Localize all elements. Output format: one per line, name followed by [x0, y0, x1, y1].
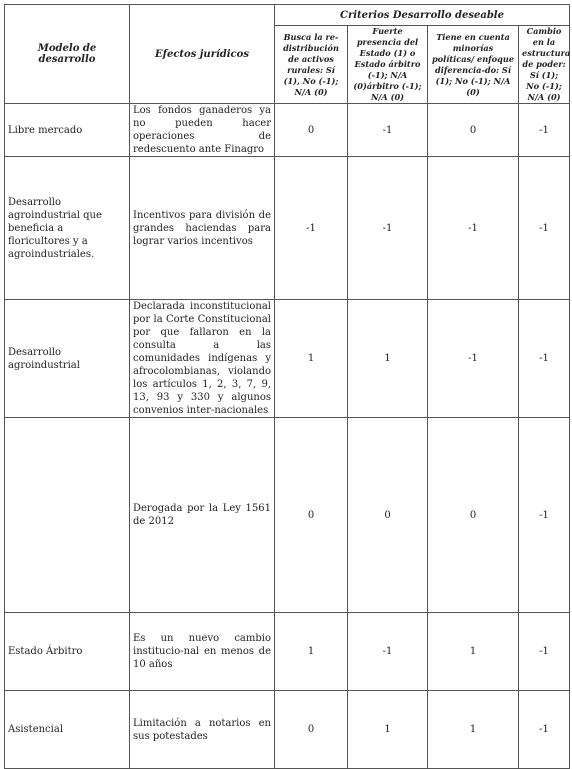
- cell-value: -1: [519, 104, 570, 157]
- cell-value: 1: [348, 300, 428, 418]
- header-criterio-poder: Cambio en la estructura de poder: Sí (1); No (-1); N/A (0): [519, 26, 570, 104]
- cell-value: -1: [519, 157, 570, 300]
- cell-value: -1: [519, 300, 570, 418]
- header-criterio-estado: Fuerte presencia del Estado (1) o Estado árbitro (-1); N/A (0)árbitro (-1); N/A (0): [348, 26, 428, 104]
- table-row: [5, 418, 570, 613]
- cell-value: 0: [275, 691, 348, 769]
- cell-value: -1: [428, 157, 519, 300]
- header-criterio-minorias: Tiene en cuenta minorías políticas/ enfoque diferencia-do: Sí (1); No (-1); N/A (0): [428, 26, 519, 104]
- cell-value: 0: [428, 418, 519, 613]
- cell-efectos: Limitación a notarios en sus potestades: [130, 691, 275, 769]
- cell-value: -1: [519, 418, 570, 613]
- cell-value: -1: [428, 300, 519, 418]
- cell-value: 1: [348, 691, 428, 769]
- header-modelo: Modelo de desarrollo: [5, 5, 130, 104]
- cell-value: 1: [428, 691, 519, 769]
- cell-value: -1: [348, 104, 428, 157]
- cell-value: 1: [428, 613, 519, 691]
- cell-modelo: Asistencial: [5, 691, 130, 769]
- cell-efectos: Los fondos ganaderos ya no pueden hacer operaciones de redescuento ante Finagro: [130, 104, 275, 157]
- cell-value: 0: [275, 418, 348, 613]
- cell-modelo: Desarrollo agroindustrial que beneficia a floricultores y a agroindustriales.: [5, 157, 130, 300]
- table-row: [5, 300, 570, 418]
- cell-value: 1: [275, 300, 348, 418]
- cell-value: 0: [428, 104, 519, 157]
- cell-efectos: Declarada inconstitucional por la Corte Constitucional por que fallaron en la consulta a las comunidades indígenas y afrocolombianas, violando los artículos 1, 2, 3, 7, 9, 13, 93 y 330 y algunos convenios inter-nacionales: [130, 300, 275, 418]
- table-row: [5, 157, 570, 300]
- cell-modelo: Libre mercado: [5, 104, 130, 157]
- criteria-table: [4, 4, 570, 769]
- table-row: [5, 691, 570, 769]
- table-row: [5, 613, 570, 691]
- cell-value: -1: [275, 157, 348, 300]
- cell-value: -1: [348, 157, 428, 300]
- cell-value: -1: [519, 691, 570, 769]
- cell-value: 1: [275, 613, 348, 691]
- header-criterio-redistribucion: Busca la re-distribución de activos rurales: Sí (1), No (-1); N/A (0): [275, 26, 348, 104]
- header-criterios: Criterios Desarrollo deseable: [275, 5, 570, 26]
- cell-value: -1: [519, 613, 570, 691]
- header-efectos: Efectos jurídicos: [130, 5, 275, 104]
- cell-modelo: [5, 418, 130, 613]
- cell-value: 0: [275, 104, 348, 157]
- cell-efectos: Incentivos para división de grandes haciendas para lograr varios incentivos: [130, 157, 275, 300]
- cell-efectos: Es un nuevo cambio institucio-nal en menos de 10 años: [130, 613, 275, 691]
- cell-modelo: Estado Árbitro: [5, 613, 130, 691]
- cell-value: -1: [348, 613, 428, 691]
- cell-efectos: Derogada por la Ley 1561 de 2012: [130, 418, 275, 613]
- cell-modelo: Desarrollo agroindustrial: [5, 300, 130, 418]
- table-row: [5, 104, 570, 157]
- cell-value: 0: [348, 418, 428, 613]
